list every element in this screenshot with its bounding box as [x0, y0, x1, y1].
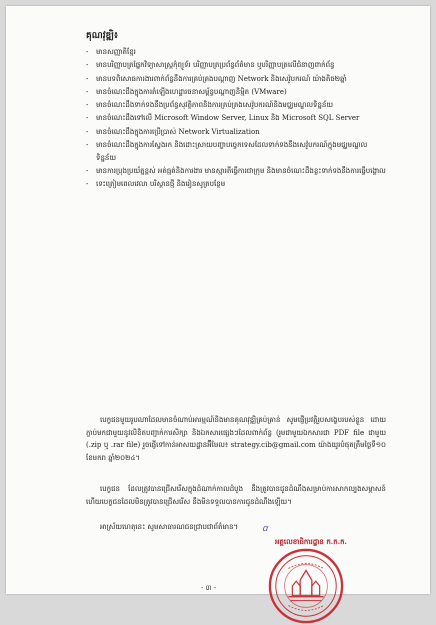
requirements-list [86, 46, 386, 191]
requirement-item: - មានចំណេះដឹងទាក់ទងនឹងប្រព័ន្ធសុវត្ថិភាពនិងការគ្រប់គ្រងសេវ៉ូបករណ៍និងមជ្ឈមណ្ឌលទិន្នន័យ [86, 99, 386, 112]
signatory-title: អគ្គលេខាធិការដ្ឋាន ក.ក.ក. [275, 537, 347, 546]
closing-line: អាស្រ័យហេតុនេះ សូមសាធារណជនជ្រាបជាព័ត៌មាន។ [100, 523, 239, 531]
requirement-item: - មានចំណេះដឹងក្នុងការតំឡើងហេដ្ឋារចនាសម្ព័ន្ធបណ្ដាញនិម្មិត (VMware) [86, 86, 386, 99]
requirement-item: - មានចំណេះដឹងទៅលើ Microsoft Window Server, Linux និង Microsoft SQL Server [86, 112, 386, 125]
requirement-item: - មានចំណេះដឹងក្នុងការប្រើប្រាស់ Network Virtualization [86, 126, 386, 139]
selection-notice-paragraph: បេក្ខជន ដែលត្រូវបានជ្រើសរើសក្នុងដំណាក់កាលដំបូង នឹងត្រូវបានជូនដំណឹងសម្រាប់ការសាកល្បងសម្ភាសន៍ ហើយបេក្ខជនដែលមិនត្រូវបានជ្រើសរើស នឹងមិនទទួលបានការជូនដំណឹងឡើយ។ [86, 485, 386, 506]
qualifications-heading: គុណវុឌ្ឍិ៖ [86, 31, 118, 41]
official-seal-icon [267, 547, 345, 625]
requirement-item: - ទេះត្រៀមពេលវេលា បរិស្ថានថ្មី និងរៀនសូត្របន្ថែម [86, 178, 386, 191]
requirement-item: - មានបទពិសោធការងារពាក់ព័ន្ធនឹងការគ្រប់គ្រងបណ្ដាញ Network និងសេវ៉ូបករណ៍ យ៉ាងតិច២ឆ្នាំ [86, 73, 386, 86]
requirement-item: - មានសញ្ញាតិខ្មែរ [86, 46, 386, 59]
document-page [6, 6, 430, 594]
application-instructions-paragraph: បេក្ខជនមួយរូបណាដែលមានចំណាប់អារម្មណ៍និងមានគុណវុឌ្ឍិគ្រប់គ្រាន់ សូមផ្ញើប្រវត្តិរូបសង្ខេបរបស់ខ្លួន ដោយភ្ជាប់មកជាមួយនូវលិខិតបញ្ជាក់ការសិក្សា និងឯកសារផ្សេងៗដែលពាក់ព័ន្ធ (រួមជាមួយឯកសារជា PDF file ជាមួយ (.zip ឬ .rar file) រួចផ្ញើទៅកាន់អាសយដ្ឋានអ៊ីមែល៖ strategy.cib@gmail.com យ៉ាងយូរបំផុតត្រឹមថ្ងៃទី១០ ខែមករា ឆ្នាំ២០២៤។ [86, 416, 386, 462]
signature-mark: ꭤ [262, 524, 268, 534]
page-number: - ៣ - [201, 584, 217, 592]
requirement-item: - មានចំណេះដឹងក្នុងការស្វែងរក និងដោះស្រាយបញ្ហាបច្ចេកទេសដែលទាក់ទងនឹងសេវ៉ូបករណ៍ក្នុងមជ្ឈមណ្ឌលទិន្នន័យ [86, 139, 386, 164]
requirement-item: - មានការប្រុងប្រយ័ត្នខ្ពស់ អត់ធ្មត់និងការងារ មានស្មារតីធ្វើការជាក្រុម និងមានចំណេះដឹងខ្លះទាក់ទងនឹងការធ្វើបង្គោល [86, 165, 386, 178]
requirement-item: - មានបរិញ្ញាបត្រផ្នែកវិទ្យាសាស្ត្រកុំព្យូទ័រ បរិញ្ញាបត្រប្រព័ន្ធព័ត៌មាន ឬបរិញ្ញាបត្រលើជំនាញពាក់ព័ន្ធ [86, 59, 386, 72]
